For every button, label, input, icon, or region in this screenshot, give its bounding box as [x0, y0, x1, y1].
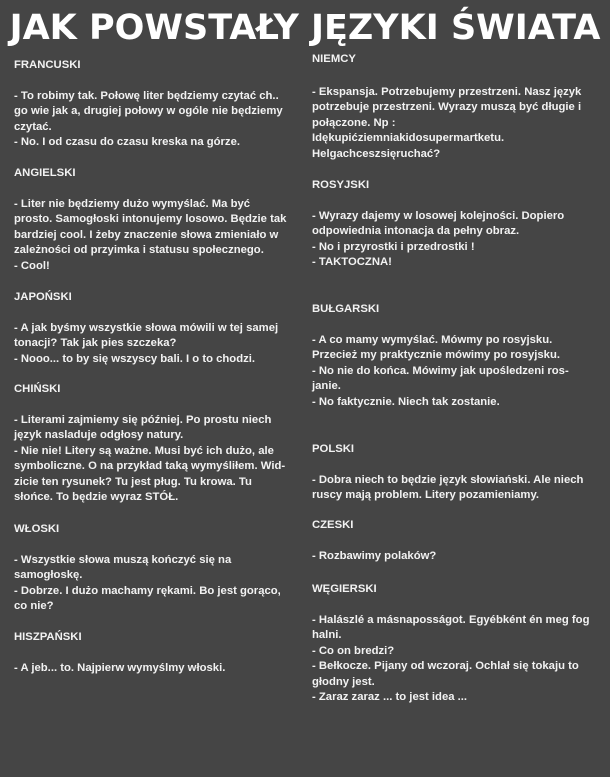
text-line: - A jeb... to. Najpierw wymyślmy włoski.: [14, 661, 226, 674]
text-line: - To robimy tak. Połowę liter będziemy czytać ch..: [14, 89, 279, 102]
text-line: - Rozbawimy polaków?: [312, 549, 437, 562]
text-line: - Wszystkie słowa muszą kończyć się na: [14, 553, 232, 566]
section-czeski: [312, 518, 594, 564]
section-angielski: [14, 166, 296, 274]
text-line: - Ekspansja. Potrzebujemy przestrzeni. Nasz język: [312, 85, 582, 98]
text-line: - Bełkocze. Pijany od wczoraj. Ochlał się tokaju to: [312, 660, 579, 672]
section-japonski: [14, 290, 296, 367]
text-line: Idękupićziemniakidosupermartketu.: [312, 132, 505, 144]
section-heading: ANGIELSKI: [14, 167, 76, 179]
text-line: halni.: [312, 629, 342, 641]
text-line: samogłoskę.: [14, 569, 83, 581]
section-heading: BUŁGARSKI: [312, 303, 380, 315]
text-line: - Cool!: [14, 259, 50, 272]
text-line: - A jak byśmy wszystkie słowa mówili w tej samej: [14, 321, 279, 334]
text-line: janie.: [312, 380, 341, 392]
section-heading: JAPOŃSKI: [14, 291, 72, 303]
text-line: głodny jest.: [312, 675, 375, 688]
section-heading: HISZPAŃSKI: [14, 631, 82, 643]
text-line: język nasladuje odgłosy natury.: [14, 429, 184, 441]
text-line: - Liter nie będziemy dużo wymyślać. Ma być: [14, 197, 251, 210]
text-line: zależności od przyimka i statusu społecznego.: [14, 244, 264, 256]
text-line: - Nie nie! Litery są ważne. Musi być ich dużo, ale: [14, 444, 274, 457]
text-line: bardziej cool. I żeby znaczenie słowa zmieniało w: [14, 228, 279, 241]
text-line: - No. I od czasu do czasu kreska na górze.: [14, 136, 241, 148]
section-wegierski: [312, 582, 594, 706]
text-line: Przecież my praktycznie mówimy po rosyjsku.: [312, 349, 561, 361]
section-heading: WĘGIERSKI: [312, 583, 377, 595]
text-line: - TAKTOCZNA!: [312, 256, 392, 268]
text-line: symboliczne. O na przykład taką wymyśliłem. Wid-: [14, 460, 286, 472]
page-title: JAK POWSTAŁY JĘZYKI ŚWIATA: [9, 8, 601, 48]
section-heading: ROSYJSKI: [312, 179, 370, 191]
text-line: odpowiednia intonacja da pełny obraz.: [312, 225, 520, 237]
text-line: tonacji? Tak jak pies szczeka?: [14, 337, 177, 349]
section-bulgarski: [312, 302, 594, 410]
text-line: słońce. To będzie wyraz STÓŁ.: [14, 491, 179, 503]
text-line: - Dobrze. I dużo machamy rękami. Bo jest gorąco,: [14, 584, 281, 597]
section-heading: CZESKI: [312, 519, 354, 531]
section-rosyjski: [312, 178, 594, 271]
section-chinski: [14, 382, 296, 506]
text-line: - Co on bredzi?: [312, 644, 395, 657]
section-heading: FRANCUSKI: [14, 59, 81, 71]
section-hiszpanski: [14, 630, 296, 676]
text-line: czytać.: [14, 120, 52, 133]
text-line: - Dobra niech to będzie język słowiański. Ale niech: [312, 473, 584, 486]
section-heading: NIEMCY: [312, 53, 356, 65]
section-heading: POLSKI: [312, 443, 355, 455]
text-line: zicie ten rysunek? Tu jest pług. Tu krowa. Tu: [14, 475, 252, 488]
section-francuski: [14, 58, 296, 151]
text-line: - Literami zajmiemy się później. Po prostu niech: [14, 413, 272, 426]
section-wloski: [14, 522, 296, 615]
section-niemcy: [312, 52, 594, 162]
text-line: - Halászlé a másnaposságot. Egyébként én meg fog: [312, 613, 590, 626]
text-line: - A co mamy wymyślać. Mówmy po rosyjsku.: [312, 333, 553, 346]
text-line: - No nie do końca. Mówimy jak upośledzeni ros-: [312, 364, 569, 377]
text-line: - Zaraz zaraz ... to jest idea ...: [312, 691, 468, 703]
section-polski: [312, 442, 594, 504]
text-line: - Wyrazy dajemy w losowej kolejności. Dopiero: [312, 209, 565, 222]
section-heading: WŁOSKI: [14, 523, 60, 535]
text-line: połączone. Np :: [312, 116, 396, 129]
text-line: - Nooo... to by się wszyscy bali. I o to chodzi.: [14, 352, 256, 365]
text-line: - No faktycznie. Niech tak zostanie.: [312, 395, 500, 408]
text-line: ruscy mają problem. Litery pozamieniamy.: [312, 489, 540, 501]
text-line: - No i przyrostki i przedrostki !: [312, 240, 475, 253]
text-line: potrzebuje przestrzeni. Wyrazy muszą być długie i: [312, 101, 582, 113]
text-line: prosto. Samogłoski intonujemy losowo. Będzie tak: [14, 213, 287, 225]
section-heading: CHIŃSKI: [14, 383, 61, 395]
text-line: Helgachceszsięruchać?: [312, 147, 441, 160]
text-line: co nie?: [14, 600, 54, 612]
text-line: go wie jak a, drugiej połowy w ogóle nie będziemy: [14, 105, 283, 117]
